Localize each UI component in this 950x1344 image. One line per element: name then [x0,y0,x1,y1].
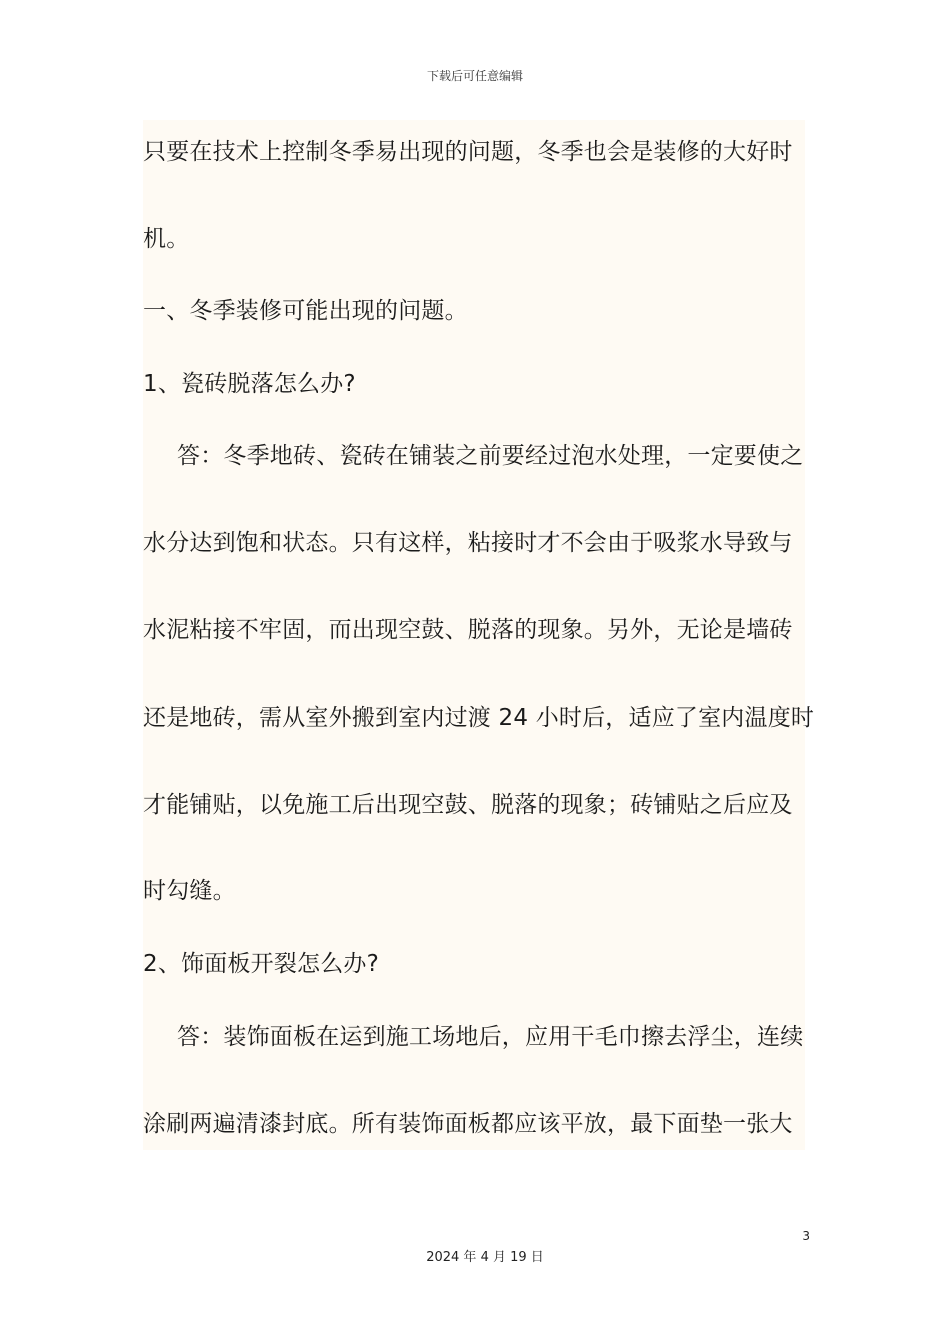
paragraph-line: 只要在技术上控制冬季易出现的问题，冬季也会是装修的大好时 [143,139,793,165]
answer-line: 水分达到饱和状态。只有这样，粘接时才不会由于吸浆水导致与 [143,530,793,556]
answer-line: 水泥粘接不牢固，而出现空鼓、脱落的现象。另外，无论是墙砖 [143,617,793,643]
page-number: 3 [802,1229,810,1243]
answer-line: 才能铺贴，以免施工后出现空鼓、脱落的现象；砖铺贴之后应及 [143,792,793,818]
document-body [143,120,815,1150]
question-heading: 1、瓷砖脱落怎么办? [143,371,356,397]
answer-line: 答：冬季地砖、瓷砖在铺装之前要经过泡水处理，一定要使之 [177,443,804,469]
question-heading: 2、饰面板开裂怎么办? [143,951,380,977]
section-heading: 一、冬季装修可能出现的问题。 [143,298,468,324]
answer-line: 答：装饰面板在运到施工场地后，应用干毛巾擦去浮尘，连续 [177,1024,804,1050]
header-note: 下载后可任意编辑 [426,69,523,83]
answer-line: 涂刷两遍清漆封底。所有装饰面板都应该平放，最下面垫一张大 [143,1111,793,1137]
answer-line: 还是地砖，需从室外搬到室内过渡 24 小时后，适应了室内温度时 [143,705,815,731]
footer-date: 2024 年 4 月 19 日 [426,1250,544,1265]
paragraph-line: 机。 [143,226,190,252]
answer-line: 时勾缝。 [143,878,236,904]
